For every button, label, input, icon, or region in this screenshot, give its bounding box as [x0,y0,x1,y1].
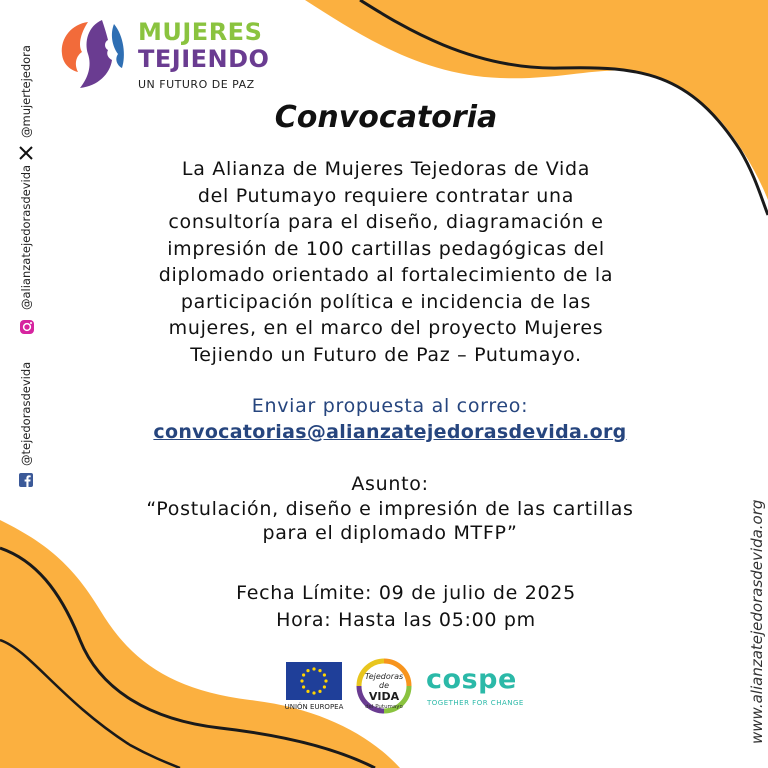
body-line: La Alianza de Mujeres Tejedoras de Vida [181,158,591,180]
body-line: Tejiendo un Futuro de Paz – Putumayo. [190,343,582,366]
body-line: participación política e incidencia de las [180,290,592,313]
facebook-handle[interactable]: @tejedorasdevida [19,361,33,466]
deadline-time: Hora: Hasta las 05:00 pm [276,609,536,631]
eu-flag-icon [286,662,342,700]
cospe-logo: cospe [426,664,517,695]
subject-line: para el diplomado MTFP” [262,522,518,544]
subject-label: Asunto: [351,473,429,495]
tejedoras-text: Tejedoras [364,672,404,681]
logo-text-mujeres: MUJERES [138,18,263,46]
page-title: Convocatoria [274,100,498,135]
logo-text-tagline: UN FUTURO DE PAZ [138,78,255,91]
tejedoras-text: de [379,681,389,690]
announcement-body [0,156,768,368]
subject-line: “Postulación, diseño e impresión de las cartillas [146,497,634,520]
body-line: consultoría para el diseño, diagramación e [168,211,604,233]
email-label: Enviar propuesta al correo: [251,395,529,417]
deadline-date: Fecha Límite: 09 de julio de 2025 [236,582,576,604]
body-line: mujeres, en el marco del proyecto Mujeres [168,317,604,339]
email-section [0,394,768,445]
bottom-left-wave [0,520,400,768]
tejedoras-text: VIDA [368,690,400,703]
body-line: diplomado orientado al fortalecimiento de la [158,264,614,286]
email-link[interactable]: convocatorias@alianzatejedorasdevida.org [153,421,627,443]
logo-text-tejiendo: TEJIENDO [138,45,270,73]
instagram-handle[interactable]: @alianzatejedorasdevida [19,164,33,310]
eu-label: UNIÓN EUROPEA [284,703,344,711]
mujeres-tejiendo-logo [58,16,288,96]
website-url[interactable]: www.alianzatejedorasdevida.org [748,499,766,744]
x-handle[interactable]: @mujertejedora [19,45,33,138]
women-profiles-icon [58,16,128,91]
deadline-section [0,580,768,634]
body-line: del Putumayo requiere contratar una [197,184,575,207]
tejedoras-text: del Putumayo [365,704,403,710]
body-line: impresión de 100 cartillas pedagógicas del [167,237,605,260]
cospe-tagline: TOGETHER FOR CHANGE [427,699,524,707]
subject-section [0,472,768,546]
